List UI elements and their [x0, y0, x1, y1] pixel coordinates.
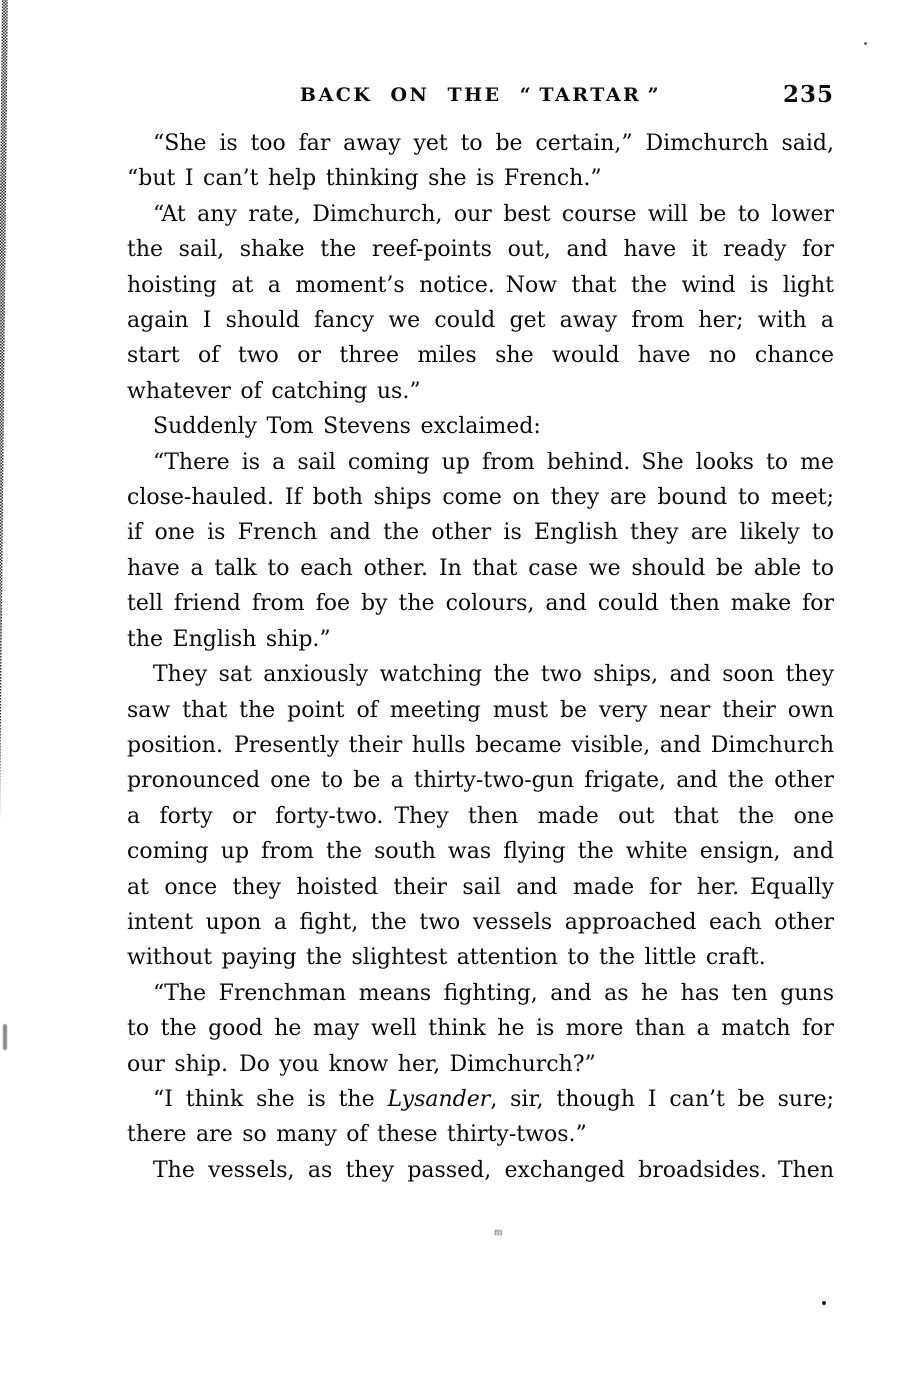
- scan-speck: [3, 1024, 7, 1050]
- book-binding-edge: [0, 0, 8, 1395]
- text-segment: “She is too far away yet to be certain,” Dimchurch said, “but I can’t help thinking she is French.”: [127, 131, 834, 192]
- paragraph: [127, 657, 834, 976]
- paragraph: [127, 1153, 834, 1188]
- paragraph: [127, 445, 834, 657]
- paragraph: [127, 1082, 834, 1153]
- paragraph: [127, 976, 834, 1082]
- text-segment: , sir, though I can’t be sure; there are so many of these thirty-twos.”: [127, 1086, 834, 1148]
- ink-smudge-mark: m: [494, 1229, 502, 1237]
- scan-speck: [822, 1301, 826, 1305]
- paragraph: [127, 409, 834, 444]
- text-segment: The vessels, as they passed, exchanged broadsides. Then: [153, 1157, 834, 1183]
- paragraph: [127, 197, 834, 409]
- page-body-text: [127, 126, 834, 1188]
- running-title: BACK ON THE “ TARTAR ”: [299, 84, 662, 106]
- text-segment: “The Frenchman means fighting, and as he has ten guns to the good he may well think he is more than a match for our ship. Do you know her, Dimchurch?”: [127, 980, 834, 1077]
- text-segment: Suddenly Tom Stevens exclaimed:: [153, 414, 541, 440]
- text-segment: “At any rate, Dimchurch, our best course will be to lower the sail, shake the reef-points out, and have it ready for hoisting at a moment’s notice. Now that the wind is light again I should fancy we could get away from her; with a start of two or three miles she would have no chance whatever of catching us.”: [127, 201, 834, 404]
- page-number: 235: [782, 81, 834, 108]
- text-segment: They sat anxiously watching the two ships, and soon they saw that the point of meeting must be very near their own position. Presently their hulls became visible, and Dimchurch pronounced one to be a thirty-two-gun frigate, and the other a forty or forty-two. They then made out that the one coming up from the south was flying the white ensign, and at once they hoisted their sail and made for her. Equally intent upon a fight, the two vessels approached each other without paying the slightest attention to the little craft.: [127, 662, 834, 971]
- running-header: [127, 81, 834, 110]
- paragraph: [127, 126, 834, 197]
- ship-name-italic: Lysander: [387, 1086, 491, 1112]
- scan-speck: [864, 42, 867, 45]
- text-segment: “There is a sail coming up from behind. She looks to me close-hauled. If both ships come on they are bound to meet; if one is French and the other is English they are likely to have a talk to each other. In that case we should be able to tell friend from foe by the colours, and could then make for the English ship.”: [127, 449, 834, 652]
- text-segment: “I think she is the: [153, 1086, 388, 1112]
